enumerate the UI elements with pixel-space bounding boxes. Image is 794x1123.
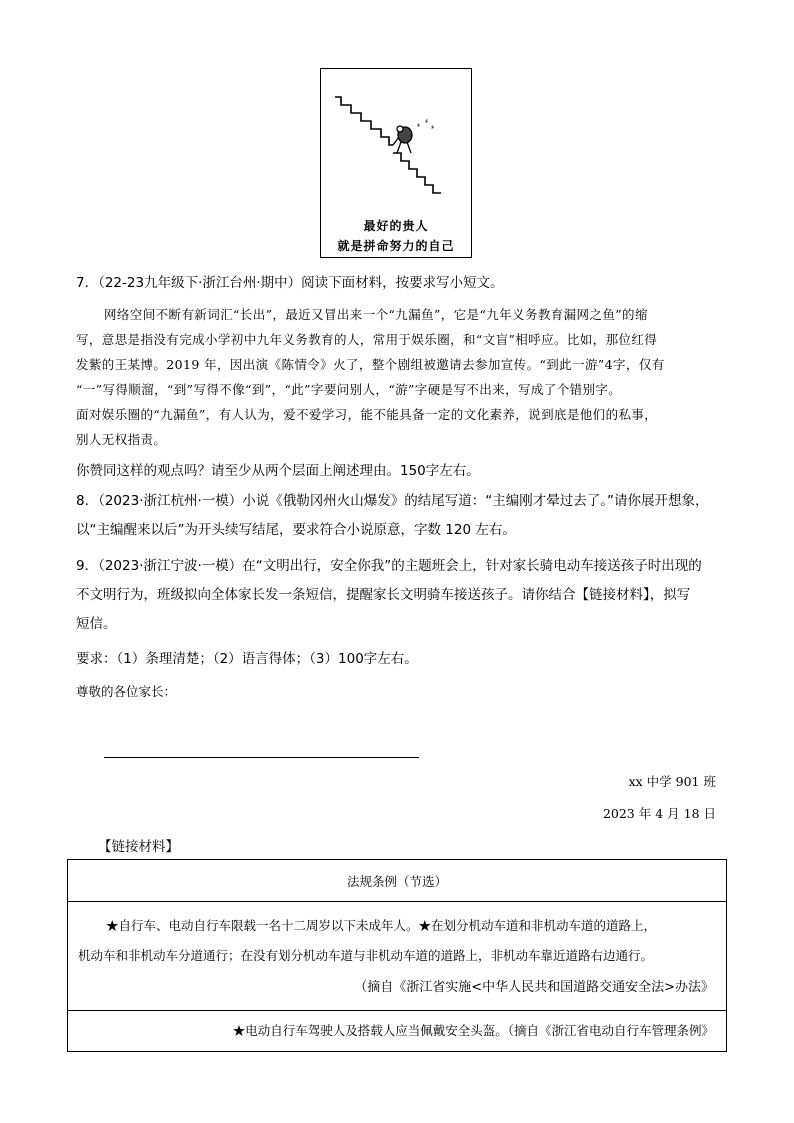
question-8-line2: 以“主编醒来以后”为开头续写结尾，要求符合小说原意，字数 120 左右。 [76,522,516,538]
table-regulation-cell [68,902,727,1011]
letter-signature-class: xx 中学 901 班 [628,774,716,789]
table-row [68,1011,727,1052]
table-helmet-cell [68,1011,727,1052]
helmet-regulation-line: ★电动自行车驾驶人及搭载人应当佩戴安全头盔。（摘自《浙江省电动自行车管理条例》 [232,1023,714,1038]
material-line: “一”写得顺溜，“到”写得不像“到”，“此”字要问别人，“游”字硬是写不出来，写成了个错别字。 [76,382,622,397]
table-row [68,860,727,902]
material-line: 发紫的王某博。2019 年，因出演《陈情令》火了，整个剧组被邀请去参加宣传。“到此一游”4字，仅有 [76,357,665,372]
regulation-source: （摘自《浙江省实施<中华人民共和国道路交通安全法>办法》 [354,980,714,995]
material-line: 别人无权指责。 [76,432,167,447]
svg-text:ء: ء [431,123,435,131]
question-9-line2: 不文明行为，班级拟向全体家长发一条短信，提醒家长文明骑车接送孩子。请你结合【链接材料】，拟写 [76,587,691,603]
question-9-line1: 9．（2023·浙江宁波·一模）在“文明出行，安全你我”的主题班会上，针对家长骑电动车接送孩子时出现的 [76,558,702,574]
answer-writing-line[interactable] [104,757,419,758]
cartoon-illustration [320,68,472,258]
stairs-climber-drawing [321,69,470,199]
link-material-heading: 【链接材料】 [98,839,179,855]
material-line: 网络空间不断有新词汇“长出”，最近又冒出来一个“九漏鱼”，它是“九年义务教育漏网之鱼”的缩 [104,307,648,322]
question-7-header: 7．（22-23九年级下·浙江台州·期中）阅读下面材料，按要求写小短文。 [76,275,504,291]
letter-signature-date: 2023 年 4 月 18 日 [602,806,716,821]
regulation-line: 机动车和非机动车分道通行；在没有划分机动车道与非机动车道的道路上，非机动车靠近道路右边通行。 [78,948,654,963]
cartoon-caption-line2: 就是拼命努力的自己 [337,239,455,253]
question-8-line1: 8．（2023·浙江杭州·一模）小说《俄勒冈州火山爆发》的结尾写道：“主编刚才晕过去了。”请你展开想象， [76,493,709,509]
svg-text:ء: ء [417,121,421,129]
cartoon-caption-line1: 最好的贵人 [363,219,429,233]
question-9-requirements: 要求：（1）条理清楚；（2）语言得体；（3）100字左右。 [76,651,418,667]
question-7-task: 你赞同这样的观点吗？请至少从两个层面上阐述理由。150字左右。 [76,463,480,479]
question-9-line3: 短信。 [76,616,117,632]
svg-text:ء: ء [425,117,429,125]
material-line: 面对娱乐圈的“九漏鱼”，有人认为，爱不爱学习，能不能具备一定的文化素养，说到底是他们的私事， [76,407,658,422]
regulation-line: ★自行车、电动自行车限载一名十二周岁以下未成年人。★在划分机动车道和非机动车道的道路上， [106,918,657,933]
letter-salutation: 尊敬的各位家长： [76,684,177,699]
table-title-cell [68,860,727,902]
material-line: 写，意思是指没有完成小学初中九年义务教育的人，常用于娱乐圈，和“文盲”相呼应。比如，那位红得 [76,332,658,347]
table-title: 法规条例（节选） [346,873,447,889]
table-row [68,902,727,1011]
legal-excerpt-table [67,859,727,1052]
